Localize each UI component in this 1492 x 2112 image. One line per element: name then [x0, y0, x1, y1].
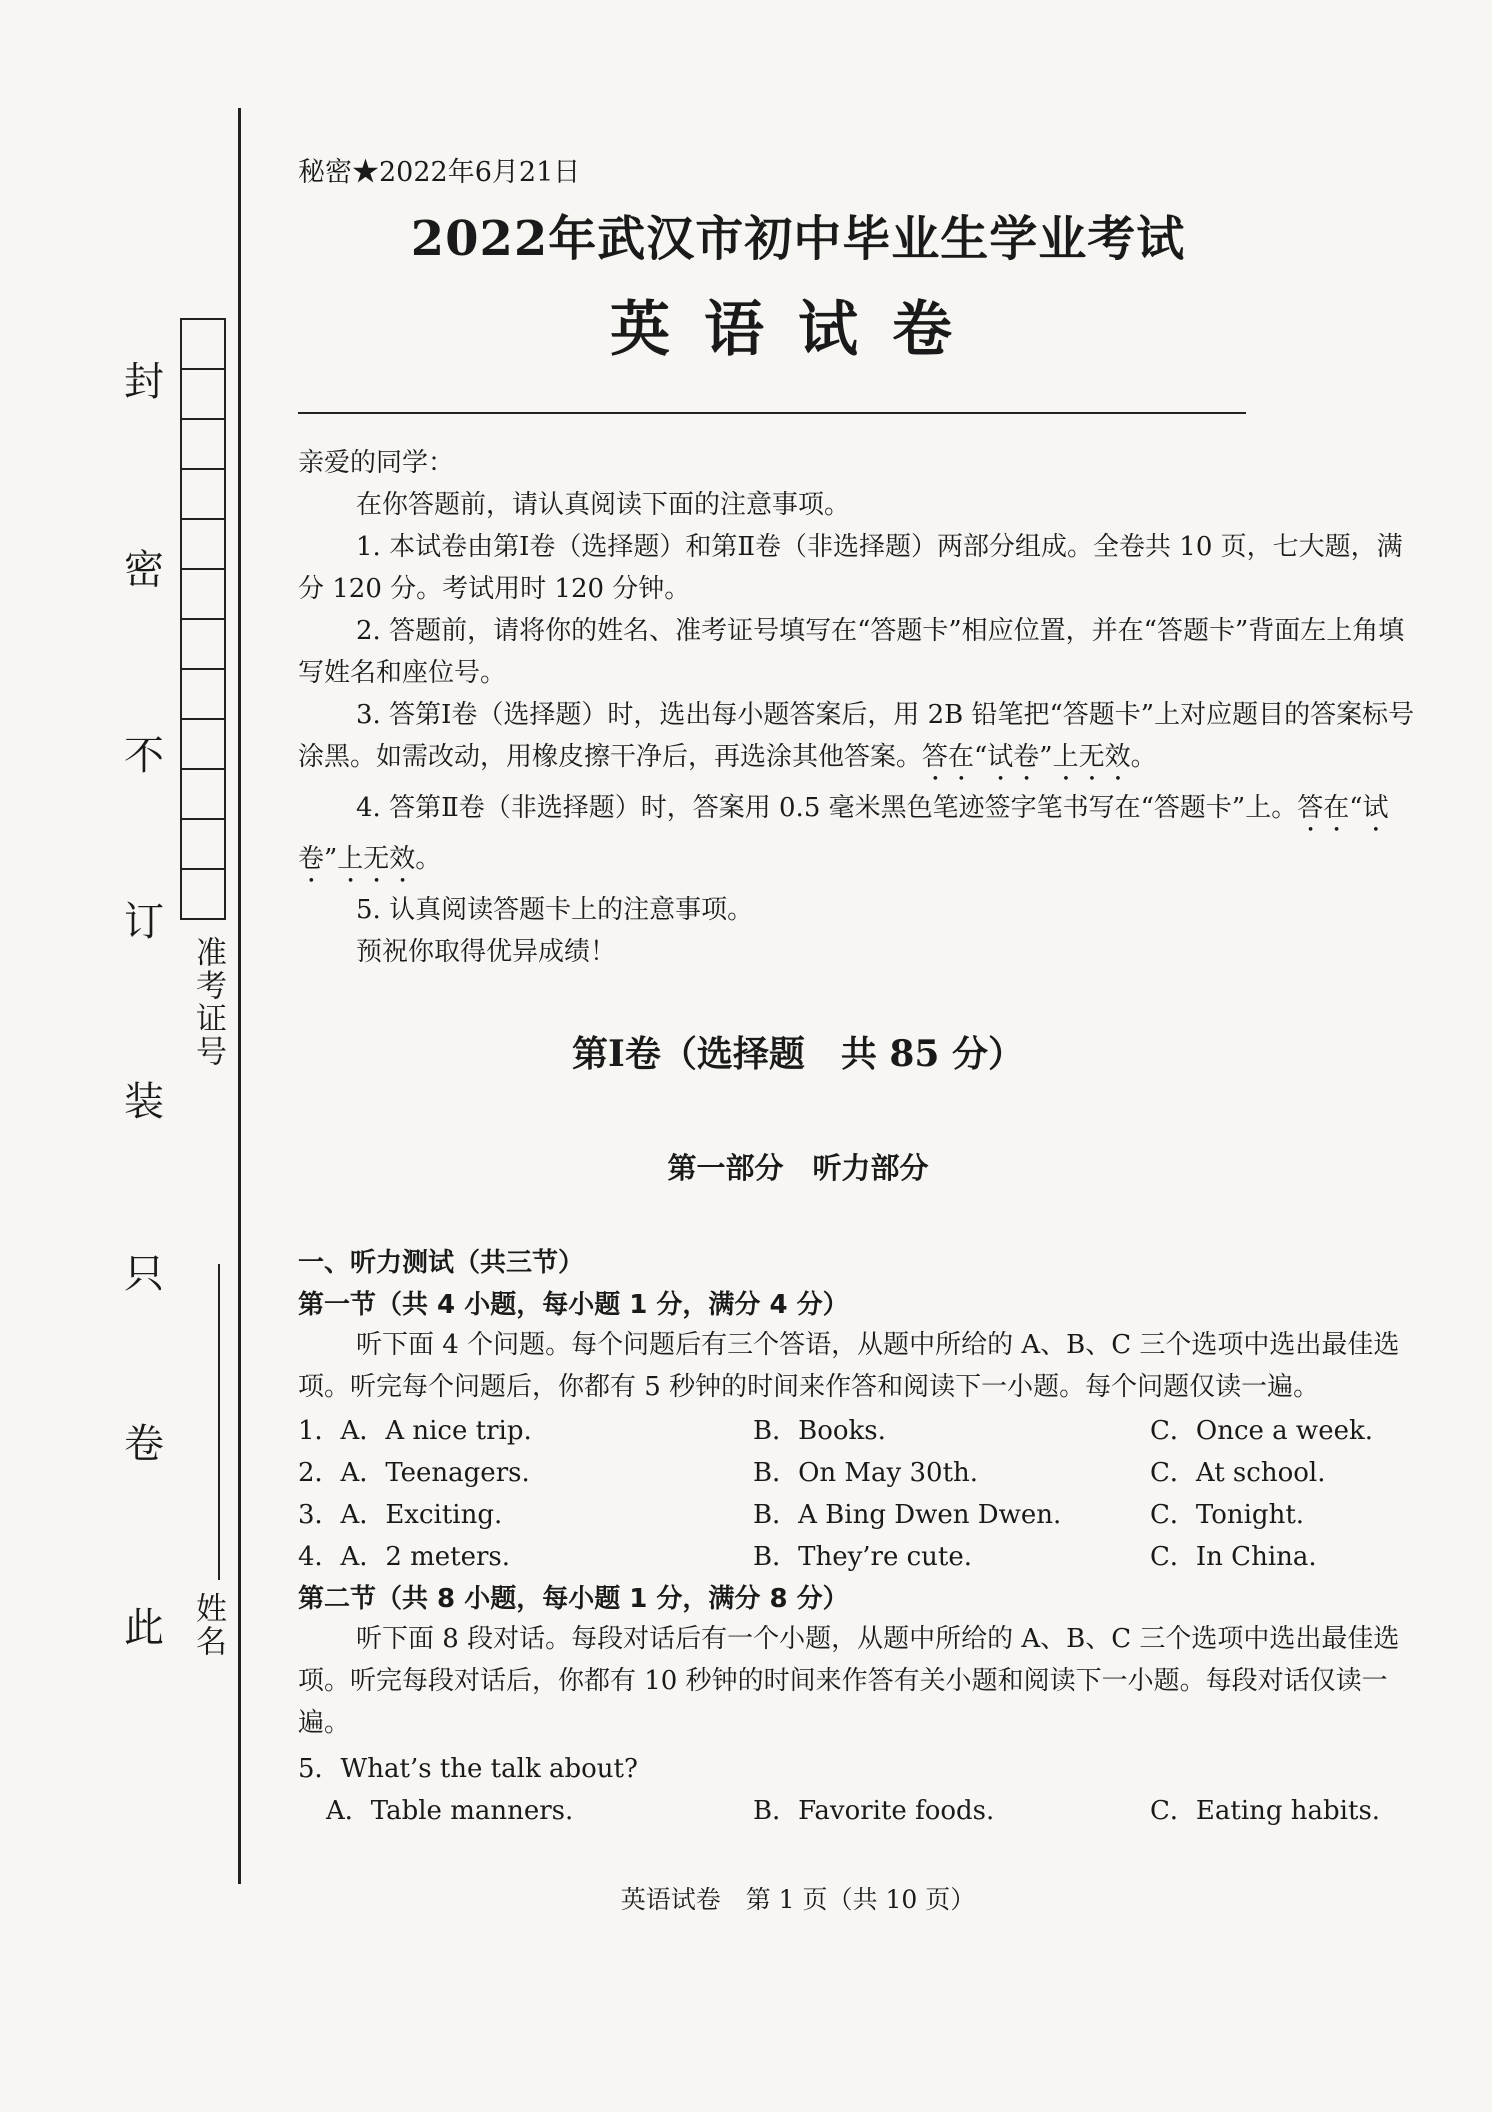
question-row	[298, 1494, 1398, 1536]
notice	[298, 442, 1418, 973]
option-c: C．Eating habits.	[1150, 1796, 1381, 1826]
section2-instructions: 听下面 8 段对话。每段对话后有一个小题，从题中所给的 A、B、C 三个选项中选出最佳选项。听完每段对话后，你都有 10 秒钟的时间来作答有关小题和阅读下一小题。每段对话仅读一遍。	[298, 1624, 1400, 1738]
notice-greeting: 亲爱的同学：	[298, 448, 455, 478]
id-box	[180, 618, 226, 668]
binding-line	[238, 108, 241, 1884]
option-a: A．Table manners.	[326, 1796, 574, 1826]
section2-heading: 第二节（共 8 小题，每小题 1 分，满分 8 分）	[298, 1584, 849, 1614]
seal-char-5: 装	[124, 1079, 164, 1125]
question-row	[298, 1536, 1398, 1578]
option-b: B．A Bing Dwen Dwen.	[753, 1500, 1062, 1530]
section1-instructions: 听下面 4 个问题。每个问题后有三个答语，从题中所给的 A、B、C 三个选项中选出最佳选项。听完每个问题后，你都有 5 秒钟的时间来作答和阅读下一小题。每个问题仅读一遍。	[298, 1330, 1400, 1402]
option-b: B．On May 30th.	[753, 1458, 979, 1488]
seal-char-8: 此	[124, 1605, 164, 1651]
section1-heading: 第一节（共 4 小题，每小题 1 分，满分 4 分）	[298, 1290, 849, 1320]
notice-item-4-emphasis: 答在“试卷”上无效。	[298, 793, 1389, 874]
option-a: 4．A．2 meters.	[298, 1542, 511, 1572]
notice-item-1: 1. 本试卷由第Ⅰ卷（选择题）和第Ⅱ卷（非选择题）两部分组成。全卷共 10 页，七大题，满分 120 分。考试用时 120 分钟。	[298, 532, 1403, 604]
seal-char-4: 订	[124, 899, 164, 945]
option-c: C．At school.	[1150, 1458, 1326, 1488]
notice-intro: 在你答题前，请认真阅读下面的注意事项。	[356, 490, 851, 520]
notice-item-4	[298, 787, 1418, 889]
option-a: 3．A．Exciting.	[298, 1500, 503, 1530]
seal-char-3: 不	[124, 733, 164, 779]
id-box	[180, 768, 226, 818]
page-footer: 英语试卷 第 1 页（共 10 页）	[620, 1885, 976, 1914]
option-a: 2．A．Teenagers.	[298, 1458, 530, 1488]
question-row	[298, 1410, 1398, 1452]
paper-title: 英语试卷	[610, 295, 986, 365]
volume-title: 第Ⅰ卷（选择题 共 85 分）	[571, 1033, 1024, 1075]
name-line	[218, 1264, 220, 1580]
name-label: 姓名	[190, 1592, 226, 1658]
seal-char-1: 封	[124, 359, 164, 405]
option-c: C．In China.	[1150, 1542, 1317, 1572]
option-b: B．Favorite foods.	[753, 1796, 995, 1826]
seal-char-7: 卷	[124, 1421, 164, 1467]
option-a: 1．A．A nice trip.	[298, 1416, 532, 1446]
id-box	[180, 818, 226, 868]
id-box	[180, 718, 226, 768]
secrecy-date: 秘密★2022年6月21日	[298, 157, 581, 188]
id-box	[180, 568, 226, 618]
id-box	[180, 468, 226, 518]
header-rule	[298, 412, 1246, 414]
option-c: C．Tonight.	[1150, 1500, 1305, 1530]
id-box	[180, 668, 226, 718]
exam-id-label: 准考证号	[190, 936, 226, 1068]
part-title: 第一部分 听力部分	[667, 1151, 929, 1185]
question-5-stem	[298, 1748, 1398, 1790]
id-box	[180, 518, 226, 568]
seal-char-6: 只	[124, 1251, 164, 1297]
option-c: C．Once a week.	[1150, 1416, 1373, 1446]
question-row	[298, 1790, 1398, 1832]
exam-title: 2022年武汉市初中毕业生学业考试	[410, 211, 1186, 267]
notice-item-2: 2. 答题前，请将你的姓名、准考证号填写在“答题卡”相应位置，并在“答题卡”背面左上角填写姓名和座位号。	[298, 616, 1405, 688]
notice-item-3-text: 3. 答第Ⅰ卷（选择题）时，选出每小题答案后，用 2B 铅笔把“答题卡”上对应题目的答案标号涂黑。如需改动，用橡皮擦干净后，再选涂其他答案。	[298, 700, 1415, 772]
notice-item-5: 5. 认真阅读答题卡上的注意事项。	[356, 895, 754, 925]
id-box	[180, 418, 226, 468]
notice-item-3	[298, 694, 1418, 787]
question-stem: 5．What’s the talk about?	[298, 1754, 638, 1784]
listening-heading: 一、听力测试（共三节）	[298, 1248, 585, 1278]
question-row	[298, 1452, 1398, 1494]
option-b: B．They’re cute.	[753, 1542, 973, 1572]
option-b: B．Books.	[753, 1416, 886, 1446]
notice-item-4-text: 4. 答第Ⅱ卷（非选择题）时，答案用 0.5 毫米黑色笔迹签字笔书写在“答题卡”上。	[356, 793, 1298, 823]
seal-char-2: 密	[124, 547, 164, 593]
exam-id-boxes	[180, 318, 224, 920]
notice-wish: 预祝你取得优异成绩！	[356, 937, 617, 967]
notice-item-3-emphasis: 答在“试卷”上无效。	[922, 742, 1157, 772]
id-box	[180, 318, 226, 368]
id-box	[180, 868, 226, 920]
id-box	[180, 368, 226, 418]
